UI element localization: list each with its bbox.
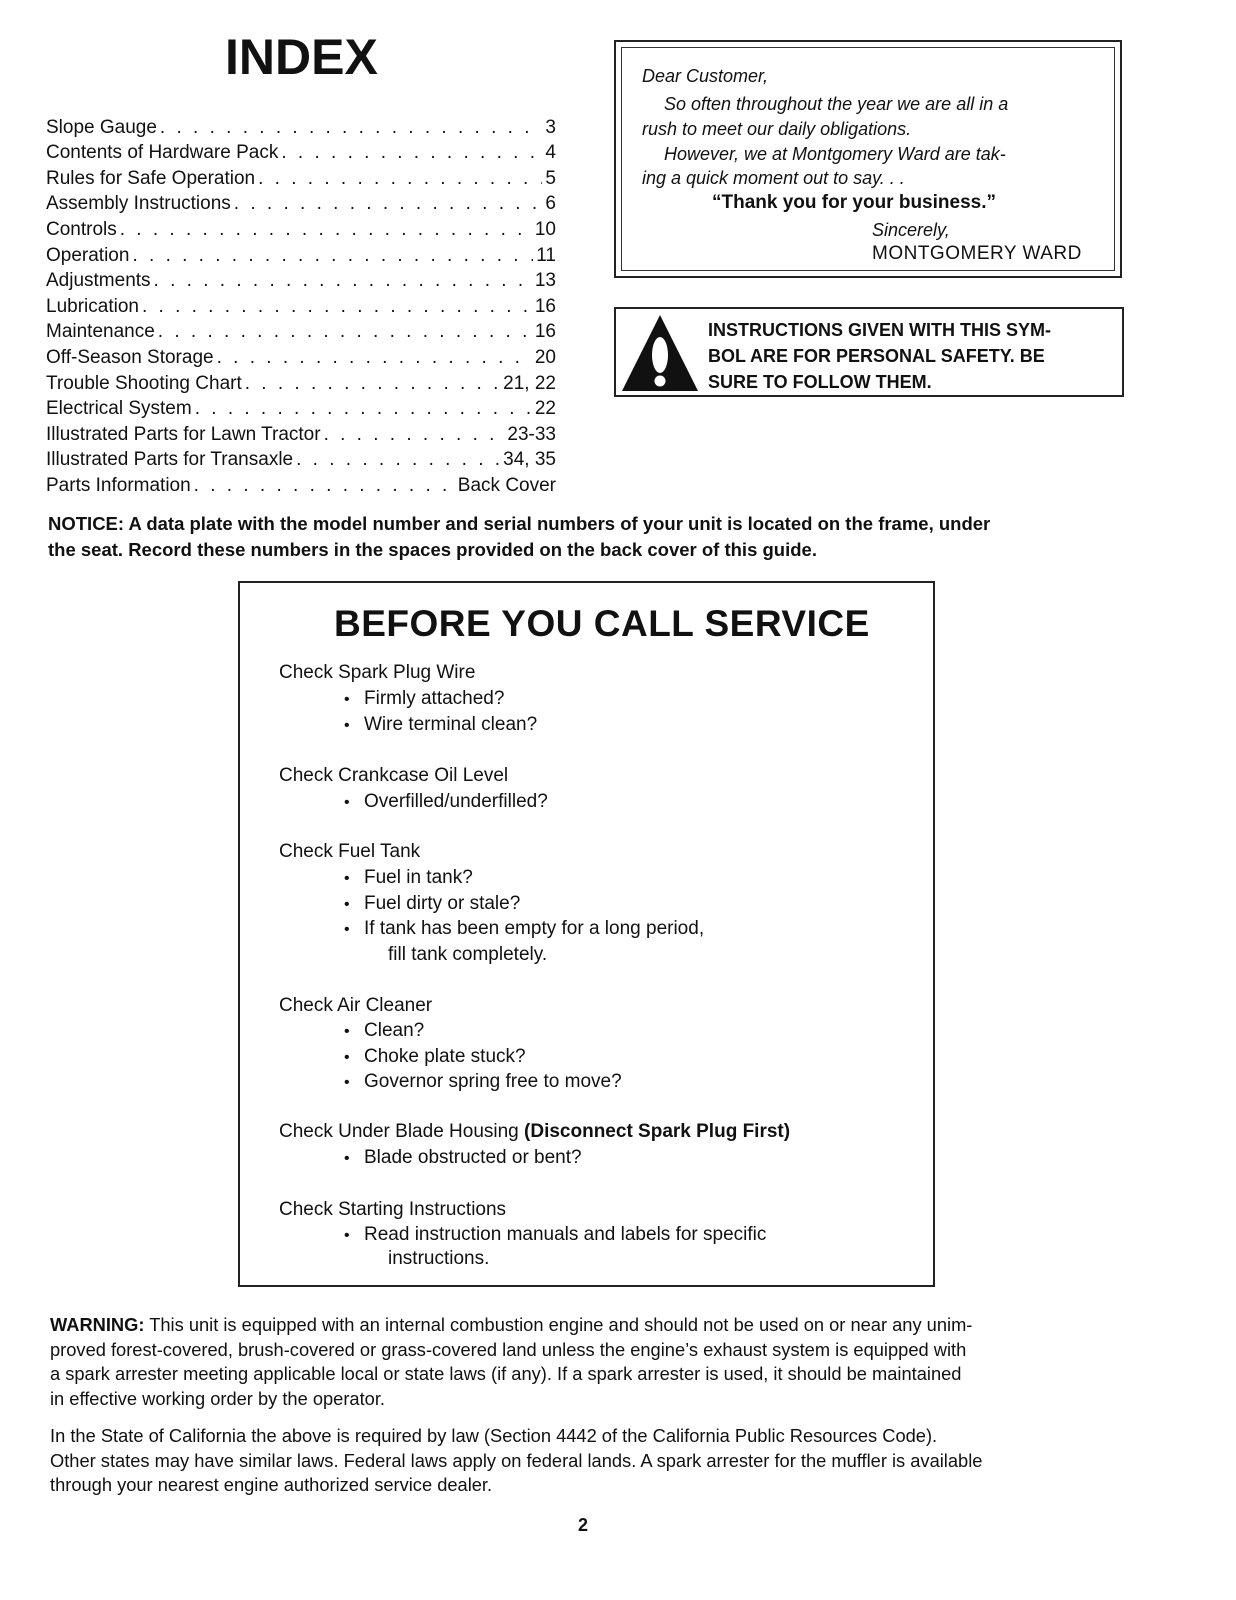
letter-closing: Sincerely,	[872, 220, 950, 240]
index-entry-label: Off-Season Storage	[46, 346, 214, 368]
index-entry-page: 6	[545, 193, 556, 215]
index-entry	[46, 472, 556, 498]
letter-line: ing a quick moment out to say. . .	[642, 168, 905, 188]
index-entry-label: Trouble Shooting Chart	[46, 372, 242, 394]
leader-dots	[245, 371, 500, 396]
index-entry	[46, 421, 556, 447]
safety-notice-box	[614, 307, 1124, 397]
index-entry	[46, 344, 556, 370]
service-heading: Check Air Cleaner	[279, 995, 433, 1016]
service-item-continuation: instructions.	[388, 1248, 490, 1269]
leader-dots	[296, 447, 500, 472]
service-item: • Governor spring free to move?	[344, 1071, 622, 1093]
leader-dots	[160, 115, 543, 140]
letter-line: However, we at Montgomery Ward are tak-	[664, 144, 1006, 164]
warning-line: a spark arrester meeting applicable local or state laws (if any). If a spark arrester is used, it should be maintained	[50, 1363, 962, 1384]
index-entry	[46, 242, 556, 268]
index-entry	[46, 293, 556, 319]
index-entry-page: 13	[534, 270, 556, 292]
leader-dots	[120, 217, 532, 242]
leader-dots	[158, 319, 532, 344]
index-entry	[46, 114, 556, 140]
california-line: In the State of California the above is required by law (Section 4442 of the California Public Resources Code).	[50, 1425, 938, 1446]
safety-line: INSTRUCTIONS GIVEN WITH THIS SYM-	[708, 320, 1052, 340]
index-entry-label: Operation	[46, 244, 130, 266]
leader-dots	[142, 294, 532, 319]
warning-text: This unit is equipped with an internal combustion engine and should not be used on or near any unim-	[144, 1314, 973, 1335]
notice-line: the seat. Record these numbers in the spaces provided on the back cover of this guide.	[48, 539, 817, 560]
leader-dots	[258, 166, 542, 191]
service-heading-text: Check Under Blade Housing	[279, 1121, 519, 1142]
index-entry-label: Illustrated Parts for Transaxle	[46, 449, 294, 471]
service-item: • Fuel in tank?	[344, 867, 473, 889]
service-item: • Read instruction manuals and labels for specific	[344, 1224, 766, 1246]
service-item: • If tank has been empty for a long period,	[344, 918, 704, 940]
index-entry	[46, 191, 556, 217]
leader-dots	[281, 140, 542, 165]
index-entry	[46, 216, 556, 242]
index-entry-label: Controls	[46, 218, 117, 240]
before-you-call-service-box	[238, 581, 935, 1287]
warning-line: in effective working order by the operator.	[50, 1387, 386, 1409]
index-entry	[46, 140, 556, 166]
index-list	[46, 114, 556, 498]
leader-dots	[324, 422, 505, 447]
safety-line: SURE TO FOLLOW THEM.	[708, 372, 932, 392]
index-entry-label: Adjustments	[46, 270, 151, 292]
leader-dots	[234, 191, 543, 216]
service-item-continuation: fill tank completely.	[388, 944, 548, 965]
warning-label: WARNING:	[50, 1314, 145, 1335]
index-entry	[46, 319, 556, 345]
index-entry-page: 10	[534, 218, 556, 240]
service-heading: Check Starting Instructions	[279, 1199, 507, 1220]
service-item: • Clean?	[344, 1020, 424, 1042]
index-entry-page: 16	[534, 295, 556, 317]
service-item: • Fuel dirty or stale?	[344, 893, 520, 915]
index-entry	[46, 370, 556, 396]
leader-dots	[217, 345, 532, 370]
california-paragraph	[50, 1424, 1122, 1498]
index-entry-page: 4	[545, 142, 556, 164]
index-entry-page: Back Cover	[457, 474, 556, 496]
service-item: • Wire terminal clean?	[344, 714, 537, 736]
service-heading-bold: (Disconnect Spark Plug First)	[524, 1121, 791, 1142]
index-entry	[46, 165, 556, 191]
service-heading: Check Spark Plug Wire	[279, 662, 476, 683]
notice-paragraph	[48, 511, 1128, 563]
safety-text	[708, 317, 1118, 395]
letter-line: rush to meet our daily obligations.	[642, 119, 912, 139]
index-entry	[46, 396, 556, 422]
leader-dots	[154, 268, 532, 293]
service-item: • Overfilled/underfilled?	[344, 791, 548, 813]
index-entry-label: Maintenance	[46, 321, 155, 343]
service-title: BEFORE YOU CALL SERVICE	[334, 603, 870, 644]
california-line: Other states may have similar laws. Federal laws apply on federal lands. A spark arrester for the muffler is available	[50, 1449, 983, 1471]
index-entry-label: Assembly Instructions	[46, 193, 231, 215]
index-entry-label: Rules for Safe Operation	[46, 167, 256, 189]
customer-letter-box	[614, 40, 1122, 278]
index-entry-label: Electrical System	[46, 398, 192, 420]
service-item: • Blade obstructed or bent?	[344, 1147, 582, 1169]
warning-line: proved forest-covered, brush-covered or grass-covered land unless the engine’s exhaust system is equipped with	[50, 1338, 967, 1360]
leader-dots	[195, 396, 532, 421]
service-heading: Check Crankcase Oil Level	[279, 765, 509, 786]
index-title: INDEX	[225, 29, 378, 85]
warning-triangle-icon	[620, 313, 700, 393]
leader-dots	[194, 473, 455, 498]
index-entry-page: 34, 35	[503, 449, 556, 471]
index-entry-page: 11	[536, 244, 556, 266]
index-entry-label: Contents of Hardware Pack	[46, 142, 279, 164]
letter-line: So often throughout the year we are all in a	[664, 94, 1009, 114]
leader-dots	[132, 243, 533, 268]
letter-company: MONTGOMERY WARD	[872, 243, 1082, 264]
index-entry-page: 5	[545, 167, 556, 189]
page-number: 2	[578, 1515, 589, 1535]
index-entry-label: Parts Information	[46, 474, 191, 496]
service-heading	[279, 1121, 790, 1143]
california-line: through your nearest engine authorized service dealer.	[50, 1474, 493, 1495]
letter-inner-border	[621, 47, 1115, 271]
service-heading: Check Fuel Tank	[279, 841, 421, 862]
service-item: • Choke plate stuck?	[344, 1046, 526, 1068]
warning-line	[50, 1313, 1122, 1338]
index-entry-page: 23-33	[507, 423, 556, 445]
index-entry-label: Lubrication	[46, 295, 139, 317]
letter-thanks: “Thank you for your business.”	[712, 192, 996, 213]
index-entry-page: 16	[534, 321, 556, 343]
warning-paragraph	[50, 1313, 1122, 1411]
index-entry-label: Illustrated Parts for Lawn Tractor	[46, 423, 321, 445]
index-entry	[46, 268, 556, 294]
letter-salutation: Dear Customer,	[642, 66, 769, 86]
index-entry	[46, 447, 556, 473]
service-item: • Firmly attached?	[344, 688, 504, 710]
index-entry-page: 21, 22	[503, 372, 556, 394]
index-entry-label: Slope Gauge	[46, 116, 157, 138]
safety-line: BOL ARE FOR PERSONAL SAFETY. BE	[708, 346, 1045, 366]
notice-line: NOTICE: A data plate with the model number and serial numbers of your unit is located on the frame, under	[48, 513, 991, 534]
index-entry-page: 22	[534, 398, 556, 420]
index-entry-page: 3	[545, 116, 556, 138]
index-entry-page: 20	[534, 346, 556, 368]
